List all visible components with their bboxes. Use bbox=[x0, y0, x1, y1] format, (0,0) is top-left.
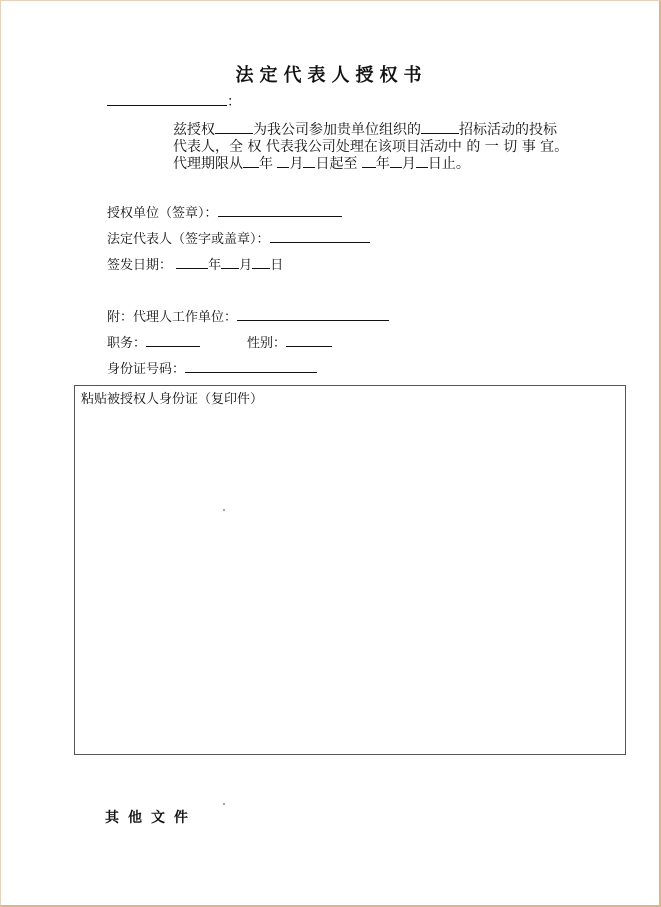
agent-unit-blank bbox=[237, 307, 389, 321]
gender-label: 性别： bbox=[247, 336, 287, 351]
start-day-blank bbox=[303, 154, 315, 168]
authorizing-unit-label: 授权单位（签章）： bbox=[107, 206, 218, 221]
end-year-blank bbox=[362, 154, 376, 168]
issue-date-label: 签发日期： bbox=[107, 258, 173, 273]
position-label: 职务： bbox=[107, 336, 147, 351]
gender-blank bbox=[286, 333, 332, 347]
scan-speck bbox=[223, 509, 225, 511]
line3-text-year: 年 bbox=[259, 156, 273, 172]
line3-text-a: 代理期限从 bbox=[173, 156, 243, 172]
addressee-blank bbox=[107, 92, 227, 106]
id-number-row bbox=[107, 358, 317, 377]
authorized-person-blank bbox=[215, 120, 253, 134]
id-number-label: 身份证号码： bbox=[107, 362, 186, 377]
position-row bbox=[107, 332, 200, 351]
legal-rep-label: 法定代表人（签字或盖章）： bbox=[107, 232, 270, 247]
start-year-blank bbox=[243, 154, 259, 168]
issue-year-blank bbox=[176, 255, 208, 269]
id-copy-paste-box bbox=[74, 385, 626, 755]
line3-text-month: 月 bbox=[289, 156, 304, 172]
id-copy-paste-label: 粘贴被授权人身份证（复印件） bbox=[81, 392, 264, 407]
position-blank bbox=[146, 333, 200, 347]
issue-day-blank bbox=[252, 255, 270, 269]
agent-unit-label: 附：代理人工作单位： bbox=[107, 310, 238, 325]
legal-rep-row bbox=[107, 228, 370, 247]
line1-text-c: 招标活动的投标 bbox=[459, 122, 557, 138]
issue-month-text: 月 bbox=[239, 258, 253, 273]
issue-date-row bbox=[107, 254, 283, 273]
issue-month-blank bbox=[221, 255, 239, 269]
id-number-blank bbox=[185, 359, 317, 373]
paragraph-line-3 bbox=[173, 153, 470, 173]
scan-speck bbox=[223, 803, 225, 805]
gender-row bbox=[247, 332, 332, 351]
legal-rep-blank bbox=[270, 229, 370, 243]
line3-text-end-month: 月 bbox=[401, 156, 416, 172]
agent-unit-row bbox=[107, 306, 389, 325]
line1-text-b: 为我公司参加贵单位组织的 bbox=[253, 122, 421, 138]
end-month-blank bbox=[390, 154, 402, 168]
issue-year-text: 年 bbox=[208, 258, 222, 273]
other-documents-heading: 其他文件 bbox=[105, 810, 197, 826]
issue-day-text: 日 bbox=[270, 258, 284, 273]
project-blank bbox=[421, 120, 459, 134]
start-month-blank bbox=[277, 154, 289, 168]
end-day-blank bbox=[416, 154, 428, 168]
paragraph-line-2: 代表人，全 权 代表我公司处理在该项目活动中 的 一 切 事 宜。 bbox=[173, 139, 569, 155]
addressee-colon: ： bbox=[227, 94, 241, 110]
authorizing-unit-blank bbox=[218, 203, 342, 217]
line1-text-a: 兹授权 bbox=[173, 122, 215, 138]
line3-text-until: 日止。 bbox=[427, 156, 470, 172]
line3-text-from: 日起至 bbox=[315, 156, 358, 172]
line3-text-end-year: 年 bbox=[375, 156, 390, 172]
document-title: 法定代表人授权书 bbox=[235, 65, 428, 86]
addressee-line bbox=[107, 91, 241, 111]
authorizing-unit-row bbox=[107, 202, 342, 221]
